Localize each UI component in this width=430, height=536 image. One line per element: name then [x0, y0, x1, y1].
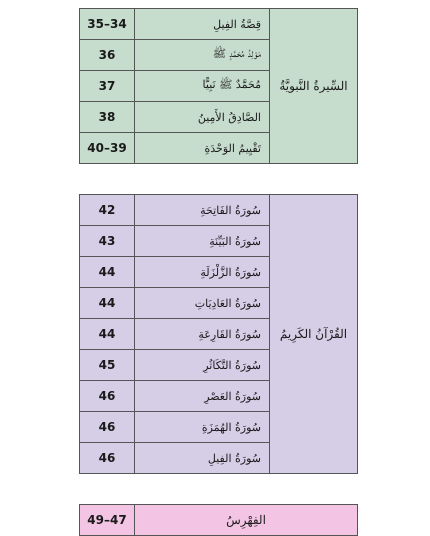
page-number: 46	[80, 381, 135, 412]
page-number: 44	[80, 319, 135, 350]
lesson-title: سُورَةُ التَّكَاثُرِ	[135, 350, 270, 381]
index-row	[80, 505, 358, 536]
lesson-title: سُورَةُ الزَّلْزَلَةِ	[135, 257, 270, 288]
lesson-title: الصَّادِقُ الأَمِينُ	[135, 102, 270, 133]
page-number: 42	[80, 195, 135, 226]
page-number: 45	[80, 350, 135, 381]
section-gap	[80, 164, 358, 195]
page-number: 49–47	[80, 505, 135, 536]
section-gap	[80, 474, 358, 505]
page-number: 46	[80, 412, 135, 443]
lesson-title: سُورَةُ العَصْرِ	[135, 381, 270, 412]
table-row	[80, 9, 358, 40]
lesson-title: قِصَّةُ الفِيلِ	[135, 9, 270, 40]
table-row	[80, 195, 358, 226]
page-number: 44	[80, 257, 135, 288]
page-number: 37	[80, 71, 135, 102]
lesson-title: سُورَةُ الفَاتِحَةِ	[135, 195, 270, 226]
page-number: 36	[80, 40, 135, 71]
page-number: 38	[80, 102, 135, 133]
lesson-title: مَوْلِدُ مُحَمَّدٍ ﷺ	[135, 40, 270, 71]
page-number: 40–39	[80, 133, 135, 164]
lesson-title: سُورَةُ القَارِعَةِ	[135, 319, 270, 350]
page-number: 35–34	[80, 9, 135, 40]
page-number: 46	[80, 443, 135, 474]
lesson-title: سُورَةُ الهُمَزَةِ	[135, 412, 270, 443]
page-number: 43	[80, 226, 135, 257]
lesson-title: مُحَمَّدٌ ﷺ نَبِيًّا	[135, 71, 270, 102]
lesson-title: سُورَةُ الفِيلِ	[135, 443, 270, 474]
lesson-title: سُورَةُ البَيِّنَةِ	[135, 226, 270, 257]
table-of-contents	[79, 8, 358, 536]
lesson-title: تَقْيِيمُ الوَحْدَةِ	[135, 133, 270, 164]
section-title: القُرْآنُ الكَرِيمُ	[270, 195, 358, 474]
index-title: الفِهْرِسُ	[135, 505, 358, 536]
lesson-title: سُورَةُ العَادِيَاتِ	[135, 288, 270, 319]
section-title: السِّيرةُ النَّبويَّةُ	[270, 9, 358, 164]
page-number: 44	[80, 288, 135, 319]
